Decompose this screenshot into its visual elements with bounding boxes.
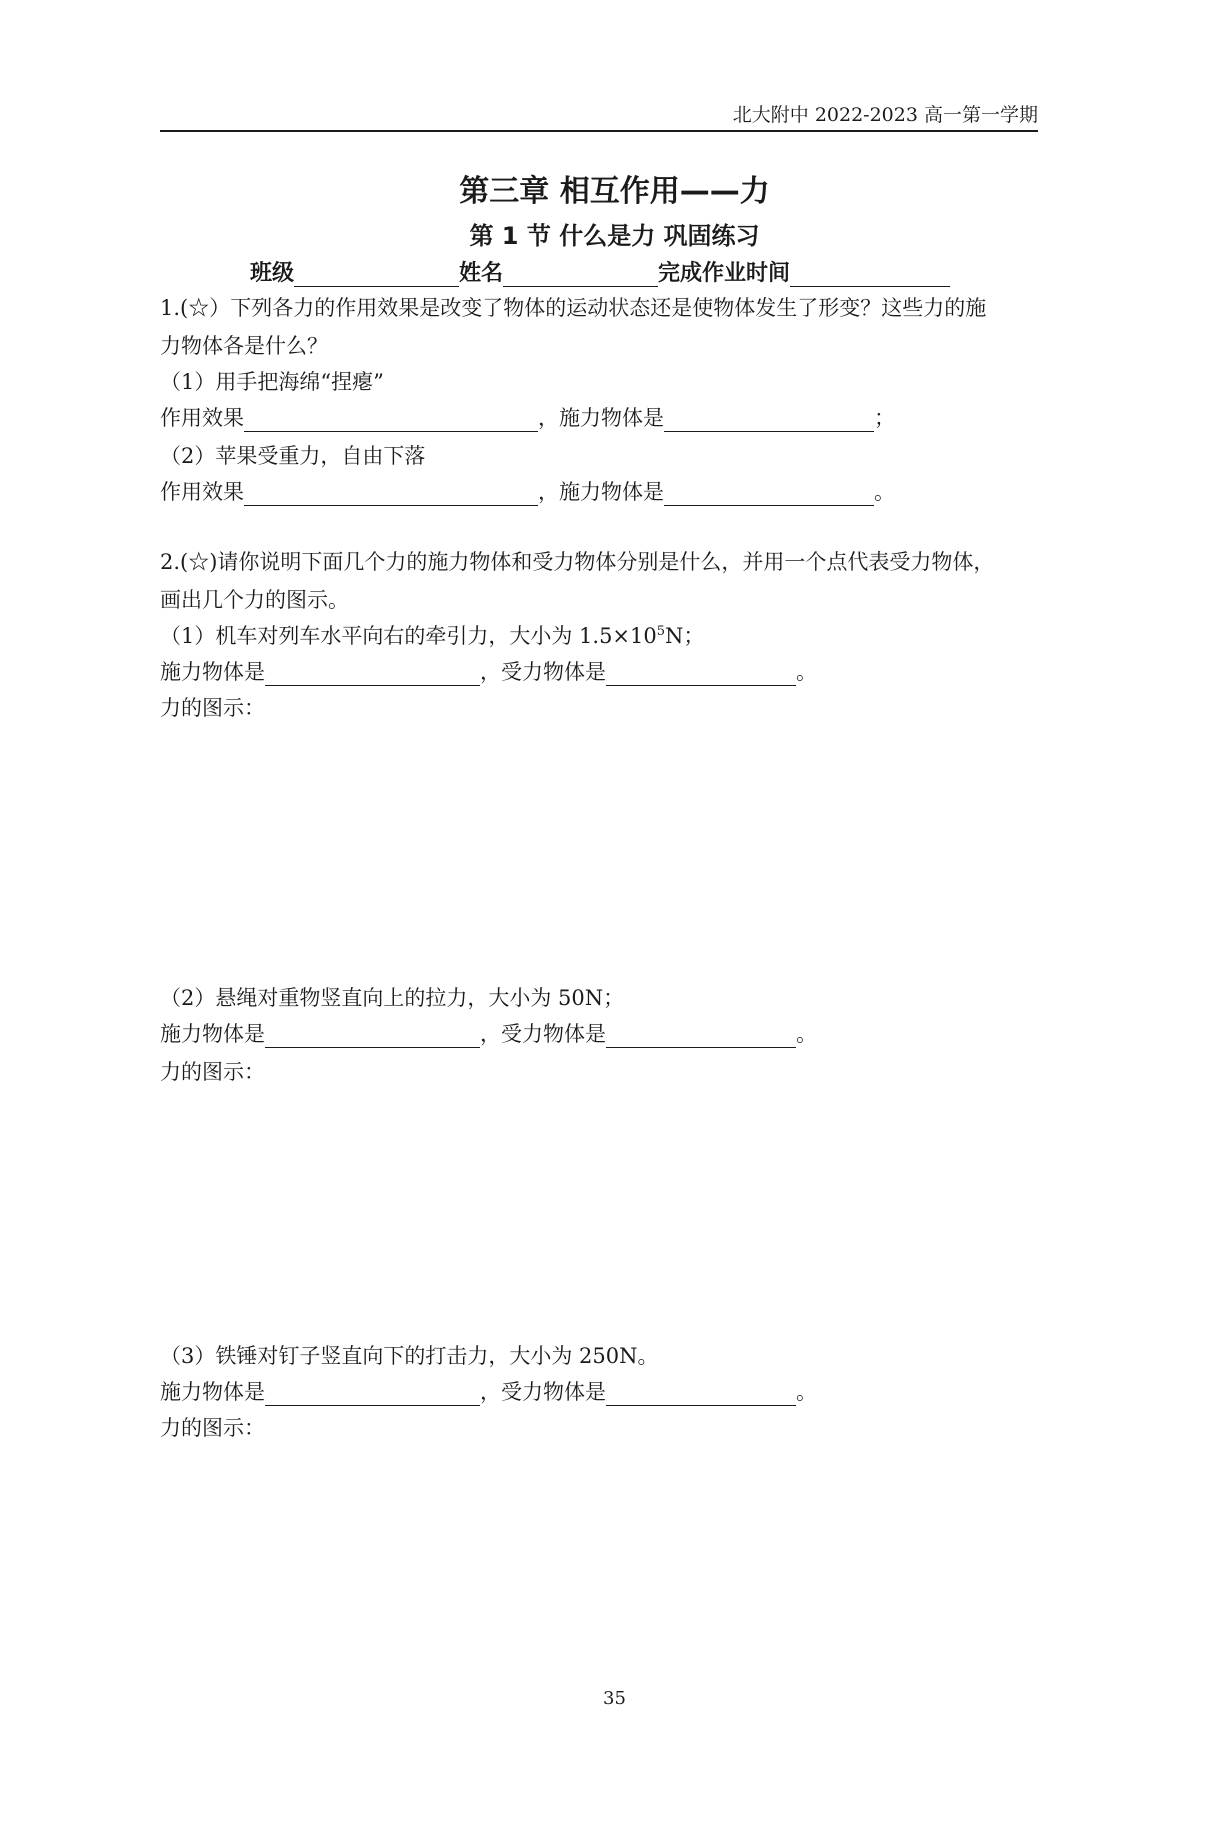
time-field[interactable] — [790, 264, 950, 287]
q1-part1-answer-row — [160, 402, 895, 432]
q2-part2-title: （2）悬绳对重物竖直向上的拉力，大小为 50N； — [160, 986, 625, 1010]
source-label: 施力物体是 — [160, 660, 265, 684]
punctuation: ； — [874, 406, 895, 430]
q2-part3-title: （3）铁锤对钉子竖直向下的打击力，大小为 250N。 — [160, 1344, 659, 1368]
exponent: 5 — [656, 624, 666, 639]
q2-part1-receiver-field[interactable] — [606, 663, 796, 686]
q1-part1-effect-field[interactable] — [244, 409, 538, 432]
time-label: 完成作业时间 — [658, 261, 791, 286]
q1-part2-effect-field[interactable] — [244, 483, 538, 506]
page-number: 35 — [603, 1688, 626, 1709]
q2-part3-diagram-area[interactable] — [160, 1450, 1038, 1670]
header-divider — [160, 130, 1038, 132]
name-label: 姓名 — [459, 261, 504, 286]
student-info-row — [250, 256, 950, 287]
source-label: 施力物体是 — [160, 1022, 265, 1046]
q2-part2-diagram-area[interactable] — [160, 1092, 1038, 1332]
source-label: ，施力物体是 — [538, 480, 664, 504]
q1-part1-source-field[interactable] — [664, 409, 874, 432]
q2-part1-source-field[interactable] — [265, 663, 480, 686]
q2-part2-receiver-field[interactable] — [606, 1025, 796, 1048]
receiver-label: ，受力物体是 — [480, 1380, 606, 1404]
source-label: 施力物体是 — [160, 1380, 265, 1404]
q2-stem-line1: 2.(☆)请你说明下面几个力的施力物体和受力物体分别是什么，并用一个点代表受力物体， — [160, 550, 995, 574]
q1-part2-title: （2）苹果受重力，自由下落 — [160, 444, 426, 468]
q2-part2-answer-row — [160, 1018, 817, 1048]
q2-part3-answer-row — [160, 1376, 817, 1406]
chapter-title: 第三章 相互作用——力 — [459, 174, 770, 209]
name-field[interactable] — [503, 264, 658, 287]
q2-part1-answer-row — [160, 656, 817, 686]
punctuation: 。 — [796, 1022, 817, 1046]
punctuation: 。 — [796, 1380, 817, 1404]
class-field[interactable] — [294, 264, 459, 287]
receiver-label: ，受力物体是 — [480, 1022, 606, 1046]
q1-stem-line1: 1.(☆）下列各力的作用效果是改变了物体的运动状态还是使物体发生了形变？这些力的施 — [160, 296, 987, 320]
effect-label: 作用效果 — [160, 406, 244, 430]
source-label: ，施力物体是 — [538, 406, 664, 430]
q2-part1-title — [160, 620, 704, 650]
q2-part1-title-text: （1）机车对列车水平向右的牵引力，大小为 1.5×10 — [160, 624, 657, 648]
q1-part2-answer-row — [160, 476, 895, 506]
q2-part1-title-unit: N； — [665, 624, 705, 648]
class-label: 班级 — [250, 261, 295, 286]
q2-part1-diagram-label: 力的图示： — [160, 696, 265, 720]
q2-part2-source-field[interactable] — [265, 1025, 480, 1048]
q1-stem-line2: 力物体各是什么？ — [160, 334, 328, 358]
punctuation: 。 — [874, 480, 895, 504]
receiver-label: ，受力物体是 — [480, 660, 606, 684]
q2-part3-receiver-field[interactable] — [606, 1383, 796, 1406]
q2-part2-diagram-label: 力的图示： — [160, 1060, 265, 1084]
q2-part3-source-field[interactable] — [265, 1383, 480, 1406]
page-header: 北大附中 2022-2023 高一第一学期 — [732, 104, 1038, 126]
section-title: 第 1 节 什么是力 巩固练习 — [469, 222, 760, 250]
effect-label: 作用效果 — [160, 480, 244, 504]
q1-part1-title: （1）用手把海绵“捏瘪” — [160, 370, 384, 394]
q1-part2-source-field[interactable] — [664, 483, 874, 506]
q2-part3-diagram-label: 力的图示： — [160, 1416, 265, 1440]
q2-part1-diagram-area[interactable] — [160, 730, 1038, 970]
q2-stem-line2: 画出几个力的图示。 — [160, 588, 349, 612]
punctuation: 。 — [796, 660, 817, 684]
